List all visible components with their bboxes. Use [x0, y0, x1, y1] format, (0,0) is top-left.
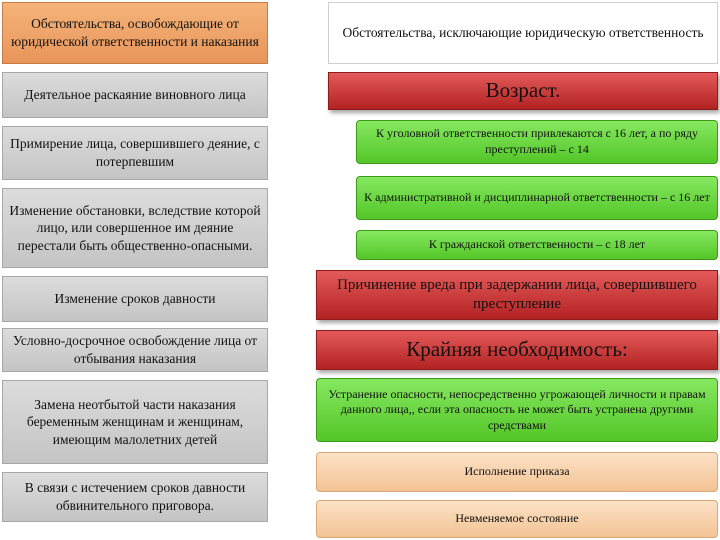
- age-item-administrative: К административной и дисциплинарной ответственности – с 16 лет: [356, 176, 718, 220]
- left-item-remorse: Деятельное раскаяние виновного лица: [2, 72, 268, 118]
- necessity-item: Устранение опасности, непосредственно угрожающей личности и правам данного лица,, если эта опасность не может быть устранена другими средствами: [316, 378, 718, 442]
- left-item-verdict-limitation: В связи с истечением сроков давности обвинительного приговора.: [2, 472, 268, 522]
- right-header: Обстоятельства, исключающие юридическую ответственность: [328, 2, 718, 64]
- age-item-criminal: К уголовной ответственности привлекаются с 16 лет, а по ряду преступлений – с 14: [356, 120, 718, 164]
- insanity-box: Невменяемое состояние: [316, 500, 718, 538]
- order-box: Исполнение приказа: [316, 452, 718, 492]
- left-item-reconciliation: Примирение лица, совершившего деяние, с потерпевшим: [2, 126, 268, 180]
- left-item-sentence-replacement: Замена неотбытой части наказания беременным женщинам и женщинам, имеющим малолетних детей: [2, 380, 268, 464]
- left-item-changed-situation: Изменение обстановки, вследствие которой лицо, или совершенное им деяние перестали быть общественно-опасными.: [2, 188, 268, 268]
- age-item-civil: К гражданской ответственности – с 18 лет: [356, 230, 718, 260]
- left-header: Обстоятельства, освобождающие от юридической ответственности и наказания: [2, 2, 268, 64]
- harm-title: Причинение вреда при задержании лица, совершившего преступление: [316, 270, 718, 320]
- left-item-parole: Условно-досрочное освобождение лица от отбывания наказания: [2, 328, 268, 372]
- left-item-limitation-change: Изменение сроков давности: [2, 276, 268, 322]
- age-title: Возраст.: [328, 72, 718, 110]
- necessity-title: Крайняя необходимость:: [316, 330, 718, 370]
